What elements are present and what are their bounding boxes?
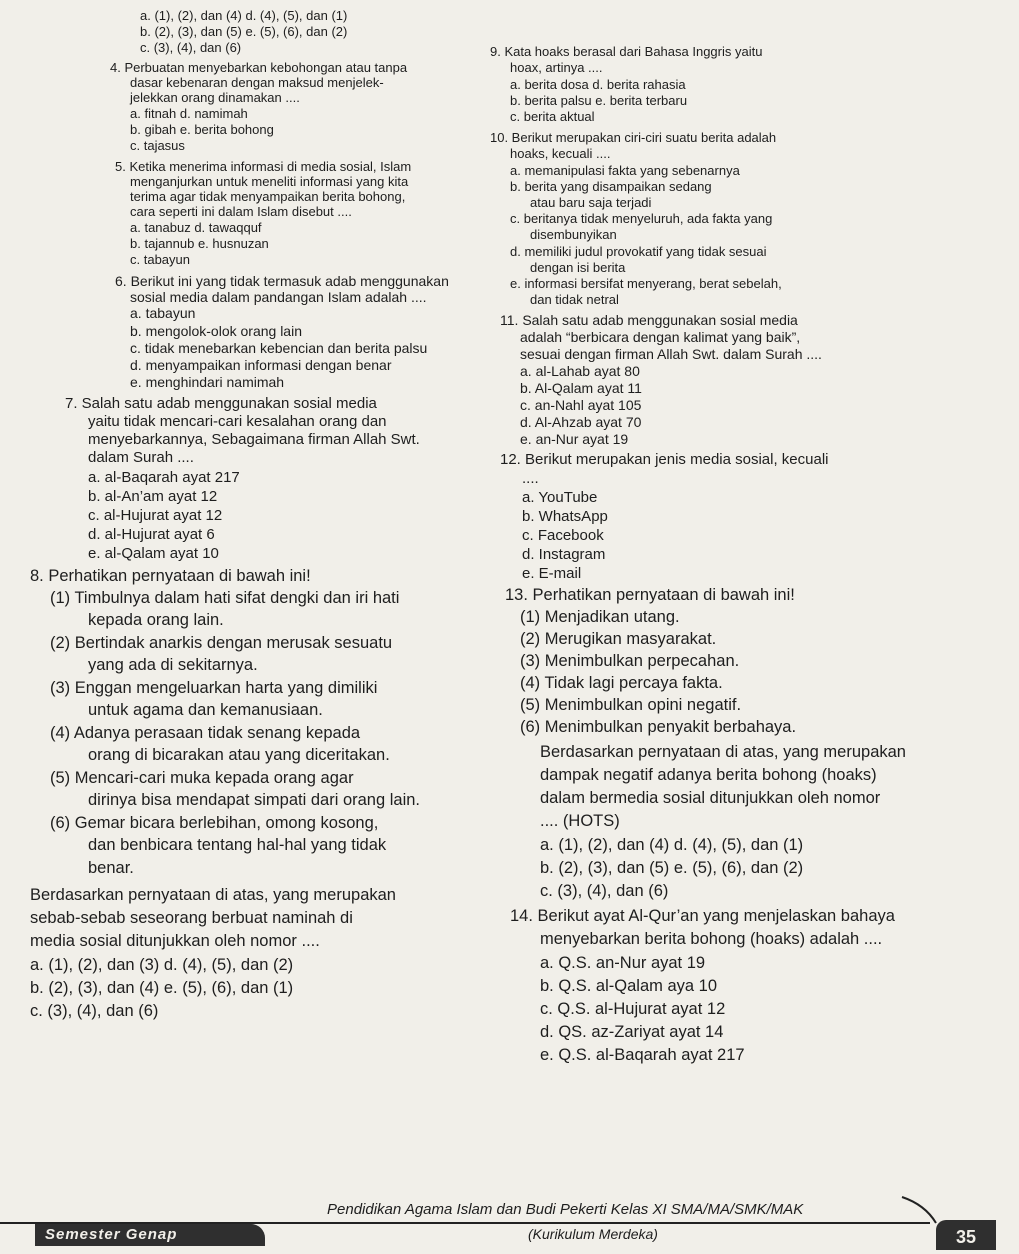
text-line: b. tajannub e. husnuzan [130, 236, 269, 251]
text-line: e. Q.S. al-Baqarah ayat 217 [540, 1046, 745, 1064]
text-line: dalam bermedia sosial ditunjukkan oleh nomor [540, 789, 881, 807]
page-number: 35 [936, 1220, 996, 1250]
text-line: c. beritanya tidak menyeluruh, ada fakta yang [510, 211, 773, 226]
text-line: c. al-Hujurat ayat 12 [88, 507, 223, 524]
text-line: c. (3), (4), dan (6) [540, 882, 669, 900]
text-line: e. menghindari namimah [130, 374, 285, 390]
text-line: (5) Mencari-cari muka kepada orang agar [50, 769, 354, 787]
text-line: yaitu tidak mencari-cari kesalahan orang dan [88, 413, 387, 430]
text-line: a. al-Baqarah ayat 217 [88, 469, 240, 486]
footer-book-title: Pendidikan Agama Islam dan Budi Pekerti Kelas XI SMA/MA/SMK/MAK [327, 1201, 804, 1218]
text-line: c. tajasus [130, 138, 185, 153]
text-line: a. tabayun [130, 305, 196, 321]
text-line: dirinya bisa mendapat simpati dari orang lain. [88, 791, 421, 809]
text-line: b. al-An’am ayat 12 [88, 488, 218, 505]
text-line: dengan isi berita [530, 260, 626, 275]
text-line: c. Q.S. al-Hujurat ayat 12 [540, 1000, 726, 1018]
text-line: sosial media dalam pandangan Islam adalah .... [130, 289, 427, 305]
text-line: e. informasi bersifat menyerang, berat sebelah, [510, 276, 782, 291]
text-line: Berdasarkan pernyataan di atas, yang merupakan [30, 886, 396, 904]
semester-tab: Semester Genap [35, 1224, 265, 1246]
text-line: a. fitnah d. namimah [130, 106, 248, 121]
text-line: b. gibah e. berita bohong [130, 122, 274, 137]
text-line: 11. Salah satu adab menggunakan sosial media [500, 312, 798, 328]
text-line: sebab-sebab seseorang berbuat naminah di [30, 909, 353, 927]
text-line: hoaks, kecuali .... [510, 146, 611, 161]
text-line: menganjurkan untuk meneliti informasi yang kita [130, 174, 409, 189]
text-line: a. YouTube [522, 489, 598, 506]
text-line: (1) Timbulnya dalam hati sifat dengki dan iri hati [50, 589, 400, 607]
text-line: disembunyikan [530, 227, 617, 242]
text-line: a. Q.S. an-Nur ayat 19 [540, 954, 706, 972]
text-line: c. an-Nahl ayat 105 [520, 397, 642, 413]
text-line: e. E-mail [522, 565, 582, 582]
text-line: b. (2), (3), dan (4) e. (5), (6), dan (1) [30, 979, 294, 997]
text-line: 9. Kata hoaks berasal dari Bahasa Inggris yaitu [490, 44, 763, 59]
text-line: d. QS. az-Zariyat ayat 14 [540, 1023, 724, 1041]
text-line: (2) Merugikan masyarakat. [520, 630, 717, 648]
text-line: (4) Tidak lagi percaya fakta. [520, 674, 723, 692]
text-line: d. Al-Ahzab ayat 70 [520, 414, 642, 430]
text-line: 12. Berikut merupakan jenis media sosial, kecuali [500, 451, 829, 468]
text-line: b. WhatsApp [522, 508, 608, 525]
text-line: c. (3), (4), dan (6) [140, 40, 242, 55]
text-line: hoax, artinya .... [510, 60, 603, 75]
text-line: sesuai dengan firman Allah Swt. dalam Surah .... [520, 346, 822, 362]
text-line: dan tidak netral [530, 292, 619, 307]
text-line: orang di bicarakan atau yang diceritakan. [88, 746, 390, 764]
text-line: 8. Perhatikan pernyataan di bawah ini! [30, 567, 311, 585]
text-line: e. al-Qalam ayat 10 [88, 545, 219, 562]
text-line: 4. Perbuatan menyebarkan kebohongan atau tanpa [110, 60, 408, 75]
text-line: b. (2), (3), dan (5) e. (5), (6), dan (2) [140, 24, 348, 39]
text-line: dalam Surah .... [88, 449, 194, 466]
text-line: c. tidak menebarkan kebencian dan berita palsu [130, 340, 428, 356]
text-line: atau baru saja terjadi [530, 195, 652, 210]
text-line: (1) Menjadikan utang. [520, 608, 680, 626]
text-line: terima agar tidak menyampaikan berita bohong, [130, 189, 406, 204]
text-line: .... (HOTS) [540, 812, 620, 830]
text-line: adalah “berbicara dengan kalimat yang baik”, [520, 329, 801, 345]
text-line: yang ada di sekitarnya. [88, 656, 258, 674]
text-line: a. (1), (2), dan (3) d. (4), (5), dan (2) [30, 956, 294, 974]
text-line: b. mengolok-olok orang lain [130, 323, 302, 339]
text-line: menyebarkannya, Sebagaimana firman Allah Swt. [88, 431, 420, 448]
text-line: (3) Menimbulkan perpecahan. [520, 652, 740, 670]
text-line: dasar kebenaran dengan maksud menjelek- [130, 75, 384, 90]
text-line: (4) Adanya perasaan tidak senang kepada [50, 724, 361, 742]
text-line: untuk agama dan kemanusiaan. [88, 701, 323, 719]
text-line: (5) Menimbulkan opini negatif. [520, 696, 742, 714]
text-line: a. (1), (2), dan (4) d. (4), (5), dan (1) [140, 8, 348, 23]
text-line: kepada orang lain. [88, 611, 224, 629]
text-line: d. menyampaikan informasi dengan benar [130, 357, 392, 373]
text-line: 5. Ketika menerima informasi di media sosial, Islam [115, 159, 412, 174]
text-line: 13. Perhatikan pernyataan di bawah ini! [505, 586, 795, 604]
text-line: c. berita aktual [510, 109, 595, 124]
text-line: a. berita dosa d. berita rahasia [510, 77, 686, 92]
text-line: jelekkan orang dinamakan .... [130, 90, 300, 105]
text-line: d. Instagram [522, 546, 606, 563]
text-line: b. Al-Qalam ayat 11 [520, 380, 642, 396]
text-line: menyebarkan berita bohong (hoaks) adalah .... [540, 930, 883, 948]
text-line: .... [522, 470, 539, 487]
text-line: cara seperti ini dalam Islam disebut .... [130, 204, 352, 219]
text-line: 14. Berikut ayat Al-Qur’an yang menjelaskan bahaya [510, 907, 895, 925]
text-line: 6. Berikut ini yang tidak termasuk adab menggunakan [115, 273, 449, 289]
text-line: Berdasarkan pernyataan di atas, yang merupakan [540, 743, 906, 761]
text-line: a. memanipulasi fakta yang sebenarnya [510, 163, 740, 178]
text-line: a. (1), (2), dan (4) d. (4), (5), dan (1) [540, 836, 804, 854]
text-line: c. Facebook [522, 527, 604, 544]
text-line: b. berita palsu e. berita terbaru [510, 93, 688, 108]
text-line: (3) Enggan mengeluarkan harta yang dimiliki [50, 679, 378, 697]
text-line: dan benbicara tentang hal-hal yang tidak [88, 836, 387, 854]
text-line: 10. Berikut merupakan ciri-ciri suatu berita adalah [490, 130, 777, 145]
text-line: b. (2), (3), dan (5) e. (5), (6), dan (2) [540, 859, 804, 877]
text-line: a. al-Lahab ayat 80 [520, 363, 640, 379]
text-line: dampak negatif adanya berita bohong (hoaks) [540, 766, 877, 784]
text-line: c. tabayun [130, 252, 190, 267]
text-line: d. memiliki judul provokatif yang tidak sesuai [510, 244, 767, 259]
decorative-curve-icon [900, 1195, 940, 1225]
text-line: c. (3), (4), dan (6) [30, 1002, 159, 1020]
text-line: d. al-Hujurat ayat 6 [88, 526, 215, 543]
text-line: b. berita yang disampaikan sedang [510, 179, 712, 194]
footer-curriculum: (Kurikulum Merdeka) [528, 1226, 658, 1242]
text-line: (6) Gemar bicara berlebihan, omong kosong, [50, 814, 379, 832]
text-line: b. Q.S. al-Qalam aya 10 [540, 977, 717, 995]
text-line: 7. Salah satu adab menggunakan sosial media [65, 395, 377, 412]
text-line: benar. [88, 859, 134, 877]
text-line: e. an-Nur ayat 19 [520, 431, 629, 447]
text-line: (2) Bertindak anarkis dengan merusak sesuatu [50, 634, 393, 652]
text-line: media sosial ditunjukkan oleh nomor .... [30, 932, 320, 950]
text-line: (6) Menimbulkan penyakit berbahaya. [520, 718, 797, 736]
text-line: a. tanabuz d. tawaqquf [130, 220, 262, 235]
